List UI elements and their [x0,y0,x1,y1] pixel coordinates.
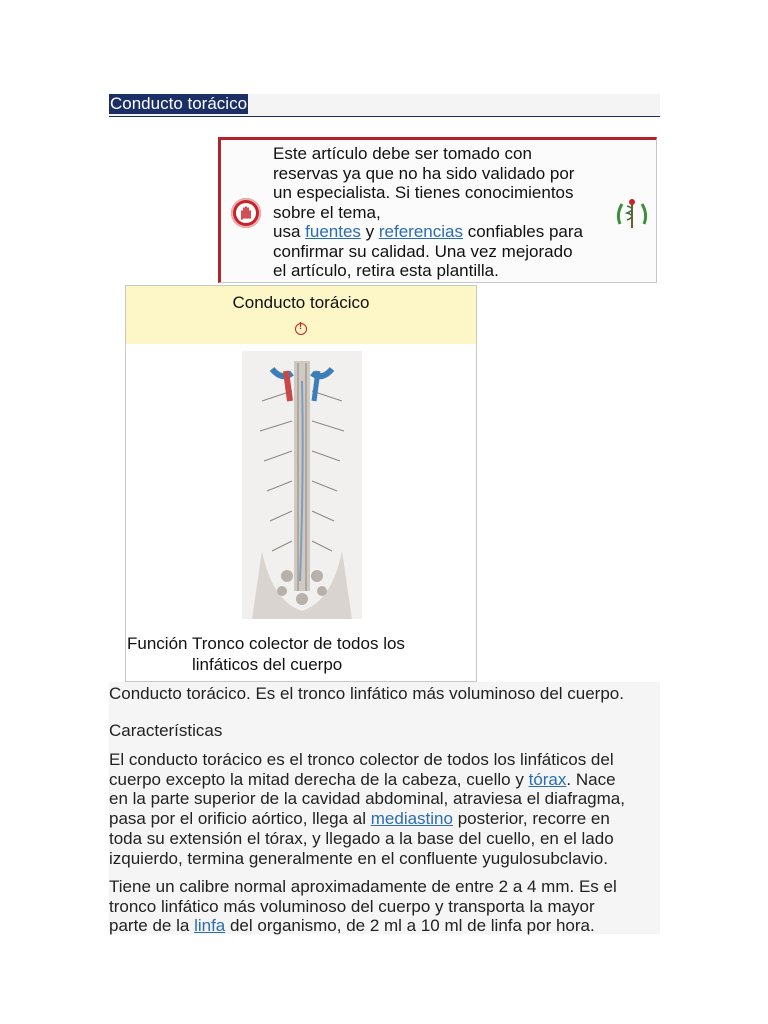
warning-text-part: confiables para [462,222,583,241]
link-fuentes[interactable]: fuentes [305,222,361,241]
text-line [109,916,660,936]
infobox-value-line: Tronco colector de todos los [192,634,405,653]
page-title: Conducto torácico [110,94,248,113]
warning-line: sobre el tema, [273,202,381,222]
infobox-value [192,633,462,675]
text-line [109,770,660,790]
infobox [125,285,477,682]
warning-line [273,222,603,242]
link-referencias[interactable]: referencias [378,222,463,241]
intro-paragraph: Conducto torácico. Es el tronco linfático más voluminoso del cuerpo. [109,684,624,703]
warning-line: reservas ya que no ha sido validado por [273,163,575,183]
warning-line: confirmar su calidad. Una vez mejorado [273,241,573,261]
alert-icon [295,323,307,335]
text-line: toda su extensión el tórax, y llegado a la base del cuello, en el lado [109,828,614,848]
article-content [109,682,660,934]
warning-text-part: y [360,222,379,241]
paragraph-2 [109,877,660,936]
warning-box [218,137,657,283]
link-linfa[interactable]: linfa [194,916,226,936]
text-line: en la parte superior de la cavidad abdominal, atraviesa el diafragma, [109,789,625,809]
text-part: cuerpo excepto la mitad derecha de la cabeza, cuello y [109,769,529,789]
link-torax[interactable]: tórax [528,769,567,789]
thoracic-duct-illustration [242,351,362,619]
warning-line: el artículo, retira esta plantilla. [273,261,499,280]
hand-stop-icon [231,198,261,228]
text-part: parte de la [109,916,195,936]
text-line: tronco linfático más voluminoso del cuerpo y transporta la mayor [109,896,595,916]
infobox-label: Función [127,634,188,653]
text-part: del organismo, de 2 ml a 10 ml de linfa por hora. [225,916,595,936]
text-line: izquierdo, termina generalmente en el confluente yugulosubclavio. [109,848,608,868]
infobox-title: Conducto torácico [232,293,370,312]
paragraph-1 [109,750,660,868]
warning-line: Este artículo debe ser tomado con [273,144,532,163]
title-bar [109,94,660,117]
link-mediastino[interactable]: mediastino [370,809,453,829]
warning-text-part: usa [273,222,306,241]
section-heading: Características [109,721,223,740]
text-line: El conducto torácico es el tronco colector de todos los linfáticos del [109,750,614,769]
text-line [109,809,660,829]
text-part: . Nace [566,769,616,789]
text-line: Tiene un calibre normal aproximadamente de entre 2 a 4 mm. Es el [109,877,617,896]
text-part: pasa por el orificio aórtico, llega al [109,809,371,829]
text-part: posterior, recorre en [452,809,610,829]
warning-text [273,144,603,281]
infobox-header [126,286,476,344]
warning-line: un especialista. Si tienes conocimientos [273,183,574,202]
medical-emblem-icon [612,194,652,234]
infobox-value-line: linfáticos del cuerpo [192,655,343,674]
